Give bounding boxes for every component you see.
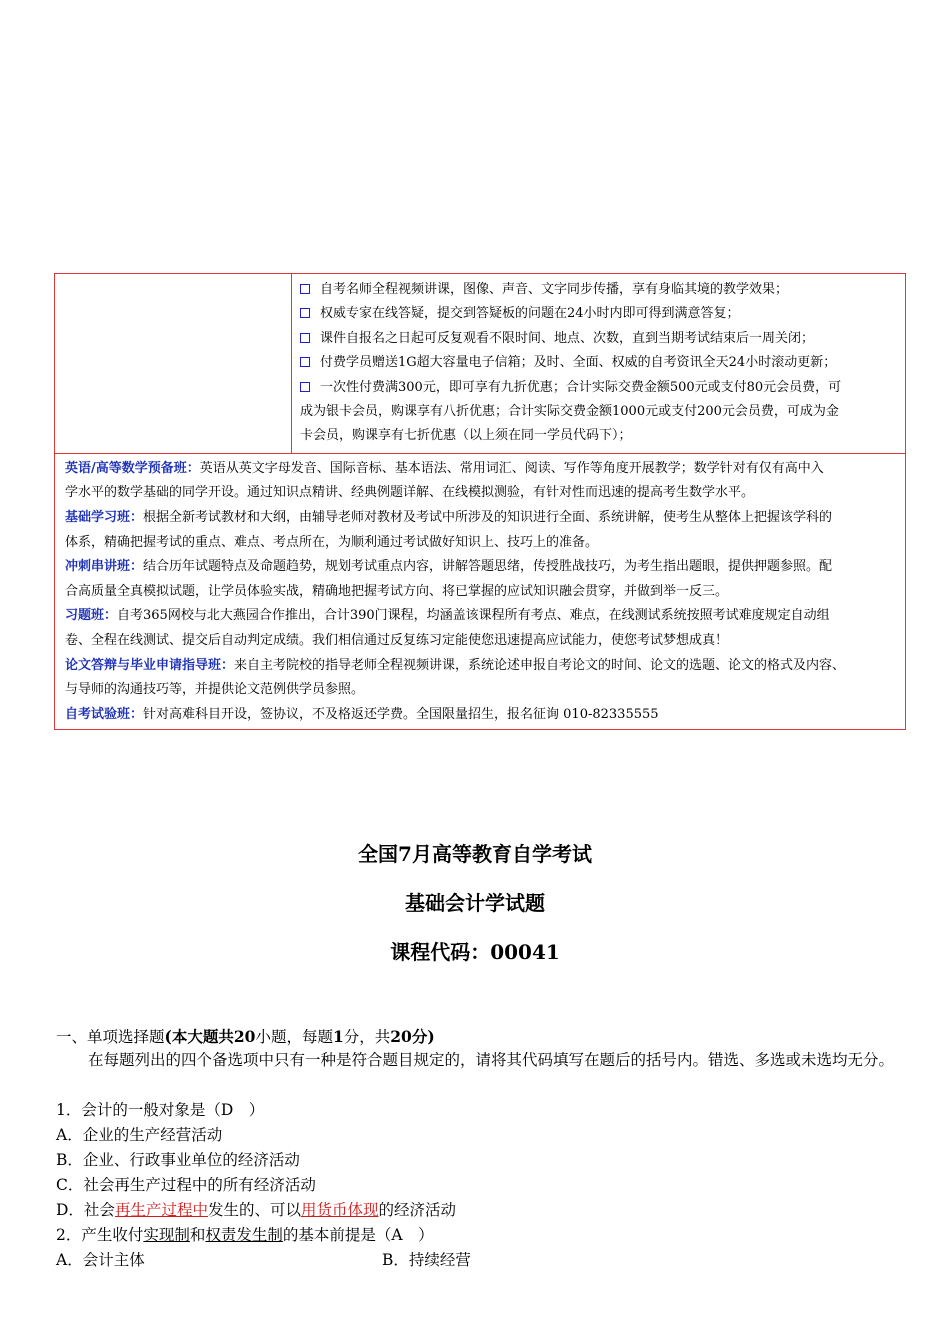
checkbox-icon bbox=[300, 382, 310, 392]
course-code: 课程代码：00041 bbox=[390, 940, 560, 964]
option-d: D．社会再生产过程中发生的、可以用货币体现的经济活动 bbox=[56, 1201, 456, 1219]
checkbox-icon bbox=[300, 308, 310, 318]
feature-item: 付费学员赠送1G超大容量电子信箱；及时、全面、权威的自考资讯全天24小时滚动更新； bbox=[300, 351, 899, 375]
feature-continuation: 成为银卡会员，购课享有八折优惠；合计实际交费金额1000元或支付200元会员费，可成为金 bbox=[300, 404, 839, 420]
feature-item: 权威专家在线答疑，提交到答疑板的问题在24小时内即可得到满意答复； bbox=[300, 302, 899, 326]
question-2 bbox=[56, 1223, 906, 1273]
question-1 bbox=[56, 1098, 906, 1223]
class-exercise: 习题班：自考365网校与北大燕园合作推出，合计390门课程，均涵盖该课程所有考点、难点，在线测试系统按照考试难度规定自动组 卷、全程在线测试、提交后自动判定成绩。我们相信通过反复练习定能使您迅速提高应试能力，使您考试梦想成真！ bbox=[65, 608, 830, 648]
feature-continuation: 卡会员，购课享有七折优惠（以上须在同一学员代码下）； bbox=[300, 428, 632, 444]
checkbox-icon bbox=[300, 284, 310, 294]
options-row bbox=[56, 1248, 906, 1273]
question-stem: 2．产生收付实现制和权责发生制的基本前提是（A ） bbox=[56, 1226, 434, 1244]
class-trial: 自考试验班：针对高难科目开设，签协议，不及格返还学费。全国限量招生，报名征询 010-82335555 bbox=[65, 706, 659, 722]
feature-item: 自考名师全程视频讲课，图像、声音、文字同步传播，享有身临其境的教学效果； bbox=[300, 278, 899, 302]
section-instruction: 在每题列出的四个备选项中只有一种是符合题目规定的，请将其代码填写在题后的括号内。错选、多选或未选均无分。 bbox=[88, 1051, 895, 1069]
section-heading: 一、单项选择题(本大题共20小题，每题1分，共20分) bbox=[56, 1027, 435, 1046]
class-label: 自考试验班： bbox=[65, 706, 144, 722]
class-english-math: 英语/高等数学预备班：英语从英文字母发音、国际音标、基本语法、常用词汇、阅读、写作等角度开展教学；数学针对有仅有高中入 学水平的数学基础的同学开设。通过知识点精讲、经典例题详解、在线模拟测验，有针对性而迅速的提高考生数学水平。 bbox=[65, 460, 824, 501]
option-b: B．持续经营 bbox=[382, 1251, 471, 1269]
option-c: C．社会再生产过程中的所有经济活动 bbox=[56, 1176, 316, 1194]
class-label: 英语/高等数学预备班： bbox=[65, 460, 200, 476]
question-stem: 1．会计的一般对象是（D ） bbox=[56, 1101, 265, 1119]
class-label: 基础学习班： bbox=[65, 510, 144, 526]
subject-title: 基础会计学试题 bbox=[405, 891, 545, 915]
feature-item: 一次性付费满300元，即可享有九折优惠；合计实际交费金额500元或支付80元会员费，可 bbox=[300, 376, 899, 400]
feature-item: 课件自报名之日起可反复观看不限时间、地点、次数，直到当期考试结束后一周关闭； bbox=[300, 327, 899, 351]
class-label: 习题班： bbox=[65, 608, 118, 624]
checkbox-icon bbox=[300, 333, 310, 343]
checkbox-icon bbox=[300, 357, 310, 367]
promo-classes-cell bbox=[55, 453, 906, 730]
exam-title: 全国7月高等教育自学考试 bbox=[358, 842, 592, 866]
class-label: 冲刺串讲班： bbox=[65, 559, 144, 575]
class-basic: 基础学习班：根据全新考试教材和大纲，由辅导老师对教材及考试中所涉及的知识进行全面、系统讲解，使考生从整体上把握该学科的 体系，精确把握考试的重点、难点、考点所在，为顺利通过考试做好知识上、技巧上的准备。 bbox=[65, 510, 833, 550]
promo-blank-cell bbox=[55, 274, 292, 454]
class-thesis: 论文答辩与毕业申请指导班：来自主考院校的指导老师全程视频讲课，系统论述申报自考论文的时间、论文的选题、论文的格式及内容、 与导师的沟通技巧等，并提供论文范例供学员参照。 bbox=[65, 657, 846, 698]
class-sprint: 冲刺串讲班：结合历年试题特点及命题趋势，规划考试重点内容，讲解答题思绪，传授胜战技巧，为考生指出题眼，提供押题参照。配 合高质量全真模拟试题，让学员体验实战，精确地把握考试方向、将已掌握的应试知识融会贯穿，并做到举一反三。 bbox=[65, 559, 833, 599]
option-a: A．企业的生产经营活动 bbox=[56, 1126, 223, 1144]
option-b: B．企业、行政事业单位的经济活动 bbox=[56, 1151, 300, 1169]
promo-table bbox=[54, 273, 906, 730]
class-label: 论文答辩与毕业申请指导班： bbox=[65, 657, 235, 673]
promo-features-cell bbox=[292, 274, 906, 454]
option-a: A．会计主体 bbox=[56, 1251, 145, 1269]
